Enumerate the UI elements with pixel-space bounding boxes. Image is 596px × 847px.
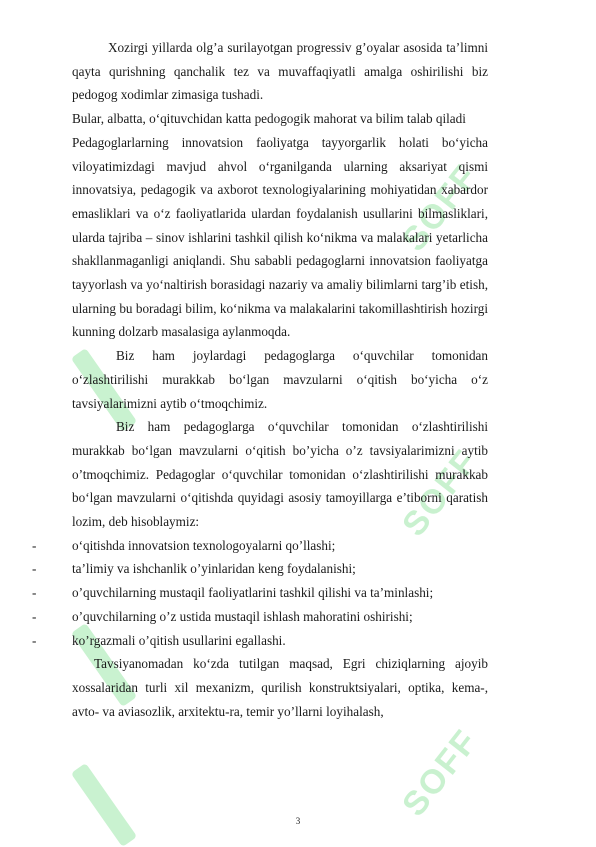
document-body [32, 36, 488, 723]
paragraph: Xozirgi yillarda olg’a surilayotgan progressiv g’oyalar asosida ta’limni qayta qurishning qanchalik tez va muvaffaqiyatli amalga oshirilishi biz pedogog xodimlar zimasiga tushadi. [72, 40, 488, 103]
paragraph: Biz ham joylardagi pedagoglarga o‘quvchilar tomonidan o‘zlashtirilishi murakkab bo‘lgan mavzularni o‘qitish bo‘yicha o‘z tavsiyalarimizni aytib o‘tmoqchimiz. [72, 348, 488, 411]
paragraph: Biz ham pedagoglarga o‘quvchilar tomonidan o‘zlashtirilishi murakkab bo‘lgan mavzularni o‘qitish bo’yicha o’z tavsiyalarimizni aytib o’tmoqchimiz. Pedagoglar o‘quvchilar tomonidan o‘zlashtirilishi murakkab bo‘lgan mavzularni o‘qitishda quyidagi asosiy tamoyillarga e’tiborni qaratish lozim, deb hisoblaymiz: [72, 419, 488, 530]
list-item [32, 581, 488, 605]
paragraph: Bular, albatta, o‘qituvchidan katta pedogogik mahorat va bilim talab qiladi [72, 111, 466, 127]
list-item [32, 534, 488, 558]
list-marker: - [32, 561, 37, 577]
list-item [32, 605, 488, 629]
list-item-text: ko’rgazmali o’qitish usullarini egallashi. [72, 632, 286, 648]
list-item-text: o’quvchilarning mustaqil faoliyatlarini tashkil qilishi va ta’minlashi; [72, 585, 434, 601]
list-marker: - [32, 632, 37, 648]
list-marker: - [32, 585, 37, 601]
list-item [32, 557, 488, 581]
paragraph: Tavsiyanomadan ko‘zda tutilgan maqsad, Egri chiziqlarning ajoyib xossalaridan turli xil mexanizm, qurilish konstruktsiyalari, optika, kema-, avto- va aviasozlik, arxitektu-ra, temir yo’llarni loyihalash, [72, 656, 488, 719]
principles-list [32, 534, 488, 653]
list-item-text: ta’limiy va ishchanlik o’yinlaridan keng foydalanishi; [72, 561, 356, 577]
watermark-logo: SOFF [395, 722, 486, 824]
list-item [32, 629, 488, 653]
paragraph: Pedagoglarlarning innovatsion faoliyatga tayyorgarlik holati bo‘yicha viloyatimizdagi mavjud ahvol o‘rganilganda ularning aksariyat qismi innovatsiya, pedagogik va axborot texnologiyalarining mohiyatidan xabardor emasliklari va o‘z faoliyatlarida ulardan foydalanish usullarini bilmasliklari, ularda tajriba – sinov ishlarini tashkil qilish ko‘nikma va malakalari yetarlicha shakllanmaganligi aniqlandi. Shu sababli pedagoglarni innovatsion faoliyatga tayyorlash va yo‘naltirish borasidagi nazariy va amaliy bilimlarni targ’ib etish, ularning bu boradagi bilim, ko‘nikma va malakalarini takomillashtirish hozirgi kunning dolzarb masalasiga aylanmoqda. [72, 134, 488, 340]
page-number: 3 [295, 816, 301, 826]
watermark-logo: SOFF [395, 157, 486, 259]
watermark-logo: SOFF [395, 442, 486, 544]
list-marker: - [32, 537, 37, 553]
watermark-mark [71, 763, 137, 847]
list-marker: - [32, 608, 37, 624]
list-item-text: o‘qitishda innovatsion texnologoyalarni qo’llashi; [72, 537, 336, 553]
list-item-text: o’quvchilarning o’z ustida mustaqil ishlash mahoratini oshirishi; [72, 608, 413, 624]
